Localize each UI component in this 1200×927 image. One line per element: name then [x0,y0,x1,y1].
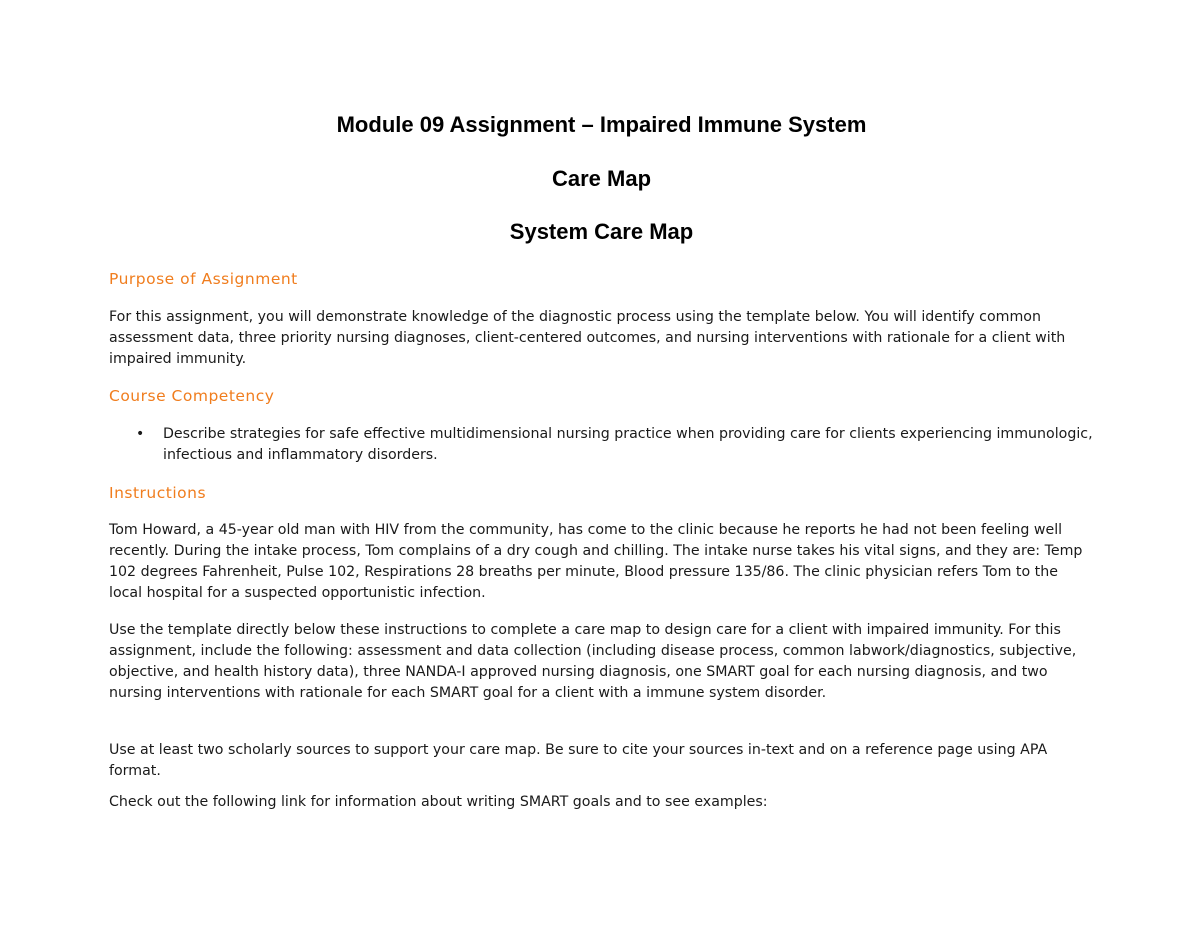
purpose-heading: Purpose of Assignment [109,270,298,288]
instructions-paragraph-sources: Use at least two scholarly sources to support your care map. Be sure to cite your sources in-text and on a reference page using APA format. [109,742,1048,779]
document-title: Module 09 Assignment – Impaired Immune System [336,112,867,137]
document-subtitle-system-care-map: System Care Map [509,219,694,244]
document-subtitle-care-map: Care Map [551,166,652,191]
purpose-text: For this assignment, you will demonstrate knowledge of the diagnostic process using the template below. You will identify common assessment data, three priority nursing diagnoses, client-centered outcomes, and nursing interventions with rationale for a client with impaired immunity. [109,309,1066,367]
bullet-icon: • [136,426,145,442]
instructions-paragraph-case: Tom Howard, a 45-year old man with HIV from the community, has come to the clinic because he reports he had not been feeling well recently. During the intake process, Tom complains of a dry cough and chilling. The intake nurse takes his vital signs, and they are: Temp 102 degrees Fahrenheit, Pulse 102, Respirations 28 breaths per minute, Blood pressure 135/86. The clinic physician refers Tom to the local hospital for a suspected opportunistic infection. [109,522,1083,601]
competency-heading: Course Competency [109,387,275,405]
list-item [109,424,1094,466]
instructions-paragraph-smart-link: Check out the following link for information about writing SMART goals and to see examples: [109,794,768,810]
instructions-heading: Instructions [109,484,207,502]
competency-item-text: Describe strategies for safe effective multidimensional nursing practice when providing care for clients experiencing immunologic, infectious and inflammatory disorders. [163,426,1093,463]
instructions-paragraph-template: Use the template directly below these instructions to complete a care map to design care for a client with impaired immunity. For this assignment, include the following: assessment and data collection (including disease process, common labwork/diagnostics, subjective, objective, and health history data), three NANDA-I approved nursing diagnosis, one SMART goal for each nursing diagnosis, and two nursing interventions with rationale for each SMART goal for a client with a immune system disorder. [109,622,1077,701]
competency-list [109,424,1094,466]
